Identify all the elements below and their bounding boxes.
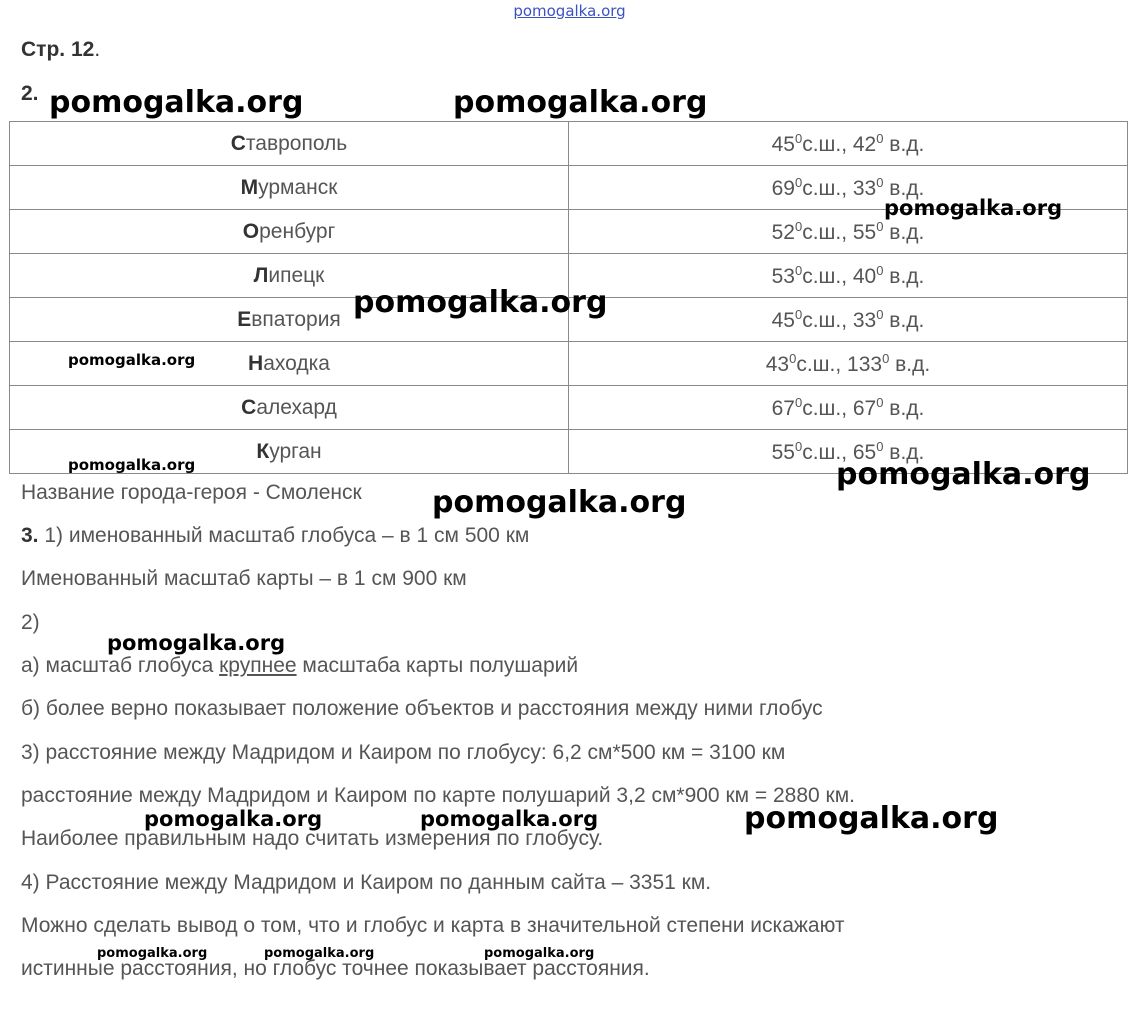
page-reference-label: Стр. 12 (21, 38, 95, 61)
city-name-rest: алехард (256, 395, 337, 419)
task-3-line-2: Именованный масштаб карты – в 1 см 900 км (21, 567, 467, 590)
latitude-value: 52 (771, 220, 795, 244)
longitude-suffix: в.д. (883, 308, 925, 332)
latitude-suffix: с.ш., (802, 308, 853, 332)
page-reference-dot: . (94, 38, 101, 61)
task-3-line-1-text: 1) именованный масштаб глобуса – в 1 см 500 км (38, 524, 530, 547)
city-cell (10, 122, 569, 166)
page-reference (21, 38, 100, 62)
longitude-value: 33 (852, 308, 877, 332)
watermark: pomogalka.org (420, 807, 599, 831)
longitude-degree: 0 (876, 306, 884, 322)
table-row (10, 122, 1128, 166)
city-initial: Л (253, 263, 269, 287)
city-name-rest: аходка (263, 351, 330, 375)
longitude-value: 33 (852, 176, 877, 200)
city-cell (10, 166, 569, 210)
hero-city-line: Название города-героя - Смоленск (21, 481, 362, 504)
longitude-suffix: в.д. (883, 396, 925, 420)
latitude-suffix: с.ш., (802, 396, 853, 420)
latitude-suffix: с.ш., (802, 132, 853, 156)
city-initial: О (242, 219, 260, 243)
latitude-suffix: с.ш., (802, 440, 853, 464)
top-site-link[interactable]: pomogalka.org (513, 2, 626, 20)
task-3-line-7: расстояние между Мадридом и Каиром по карте полушарий 3,2 см*900 км = 2880 км. (21, 784, 856, 807)
task-3-number: 3. (21, 524, 39, 547)
longitude-value: 55 (852, 220, 877, 244)
latitude-degree: 0 (794, 306, 803, 322)
longitude-degree: 0 (876, 174, 884, 190)
city-name-rest: ренбург (259, 219, 336, 243)
task-3-line-8: Наиболее правильным надо считать измерения по глобусу. (21, 827, 604, 850)
watermark: pomogalka.org (97, 946, 208, 961)
watermark: pomogalka.org (107, 631, 286, 655)
task-3-line-9: 4) Расстояние между Мадридом и Каиром по данным сайта – 3351 км. (21, 871, 712, 894)
longitude-value: 40 (852, 264, 877, 288)
latitude-suffix: с.ш., (802, 220, 853, 244)
longitude-degree: 0 (876, 438, 884, 454)
watermark: pomogalka.org (49, 85, 304, 120)
latitude-degree: 0 (794, 394, 803, 410)
city-name-rest: впатория (251, 307, 341, 331)
latitude-degree: 0 (794, 218, 803, 234)
city-initial: С (241, 395, 257, 419)
longitude-suffix: в.д. (883, 220, 925, 244)
latitude-value: 43 (765, 352, 790, 376)
longitude-degree: 0 (876, 394, 884, 410)
watermark: pomogalka.org (744, 801, 999, 836)
coordinates-cell (569, 342, 1128, 386)
task-3-line-5: б) более верно показывает положение объектов и расстояния между ними глобус (21, 697, 823, 720)
task-3-line-4-start: а) масштаб глобуса (21, 654, 220, 677)
watermark: pomogalka.org (484, 946, 595, 961)
longitude-value: 67 (852, 396, 877, 420)
longitude-suffix: в.д. (883, 176, 925, 200)
city-name-rest: урманск (258, 175, 338, 199)
longitude-suffix: в.д. (883, 440, 925, 464)
longitude-value: 65 (852, 440, 877, 464)
city-initial: М (240, 175, 259, 199)
longitude-suffix: в.д. (889, 352, 931, 376)
city-cell (10, 210, 569, 254)
city-name-rest: ипецк (268, 263, 325, 287)
task-3-line-4 (21, 654, 578, 678)
longitude-suffix: в.д. (883, 132, 925, 156)
watermark: pomogalka.org (68, 456, 196, 474)
latitude-value: 45 (771, 308, 795, 332)
latitude-degree: 0 (794, 130, 803, 146)
task-3-line-11: истинные расстояния, но глобус точнее показывает расстояния. (21, 957, 650, 980)
city-name-rest: урган (269, 439, 322, 463)
latitude-suffix: с.ш., (802, 176, 853, 200)
city-initial: С (230, 131, 246, 155)
underlined-word: крупнее (219, 654, 297, 677)
latitude-value: 67 (771, 396, 795, 420)
longitude-degree: 0 (882, 350, 890, 366)
table-row (10, 386, 1128, 430)
watermark: pomogalka.org (884, 196, 1063, 220)
task-2-number: 2. (21, 82, 39, 105)
task-3-line-10: Можно сделать вывод о том, что и глобус и карта в значительной степени искажают (21, 914, 845, 937)
longitude-value: 133 (847, 352, 883, 376)
latitude-value: 69 (771, 176, 795, 200)
watermark: pomogalka.org (836, 457, 1091, 492)
latitude-degree: 0 (789, 350, 797, 366)
watermark: pomogalka.org (68, 351, 196, 369)
coordinates-cell (569, 298, 1128, 342)
latitude-value: 55 (771, 440, 795, 464)
latitude-degree: 0 (794, 438, 803, 454)
latitude-suffix: с.ш., (796, 352, 848, 376)
latitude-degree: 0 (794, 174, 803, 190)
task-3-line-3: 2) (21, 611, 40, 634)
watermark: pomogalka.org (432, 485, 687, 520)
watermark: pomogalka.org (353, 285, 608, 320)
watermark: pomogalka.org (264, 946, 375, 961)
city-initial: Н (248, 351, 264, 375)
longitude-degree: 0 (876, 130, 884, 146)
longitude-degree: 0 (876, 218, 884, 234)
coordinates-cell (569, 122, 1128, 166)
coordinates-cell (569, 254, 1128, 298)
city-initial: К (256, 439, 270, 463)
coordinates-cell (569, 386, 1128, 430)
longitude-value: 42 (852, 132, 877, 156)
task-3-line-4-end: масштаба карты полушарий (296, 654, 579, 677)
longitude-degree: 0 (876, 262, 884, 278)
latitude-value: 53 (771, 264, 795, 288)
city-name-rest: таврополь (245, 131, 348, 155)
watermark: pomogalka.org (144, 807, 323, 831)
city-cell (10, 386, 569, 430)
latitude-degree: 0 (794, 262, 803, 278)
task-3-line-1 (21, 524, 529, 548)
longitude-suffix: в.д. (883, 264, 925, 288)
watermark: pomogalka.org (453, 85, 708, 120)
latitude-suffix: с.ш., (802, 264, 853, 288)
task-3-line-6: 3) расстояние между Мадридом и Каиром по глобусу: 6,2 см*500 км = 3100 км (21, 741, 786, 764)
city-initial: Е (237, 307, 252, 331)
latitude-value: 45 (771, 132, 795, 156)
